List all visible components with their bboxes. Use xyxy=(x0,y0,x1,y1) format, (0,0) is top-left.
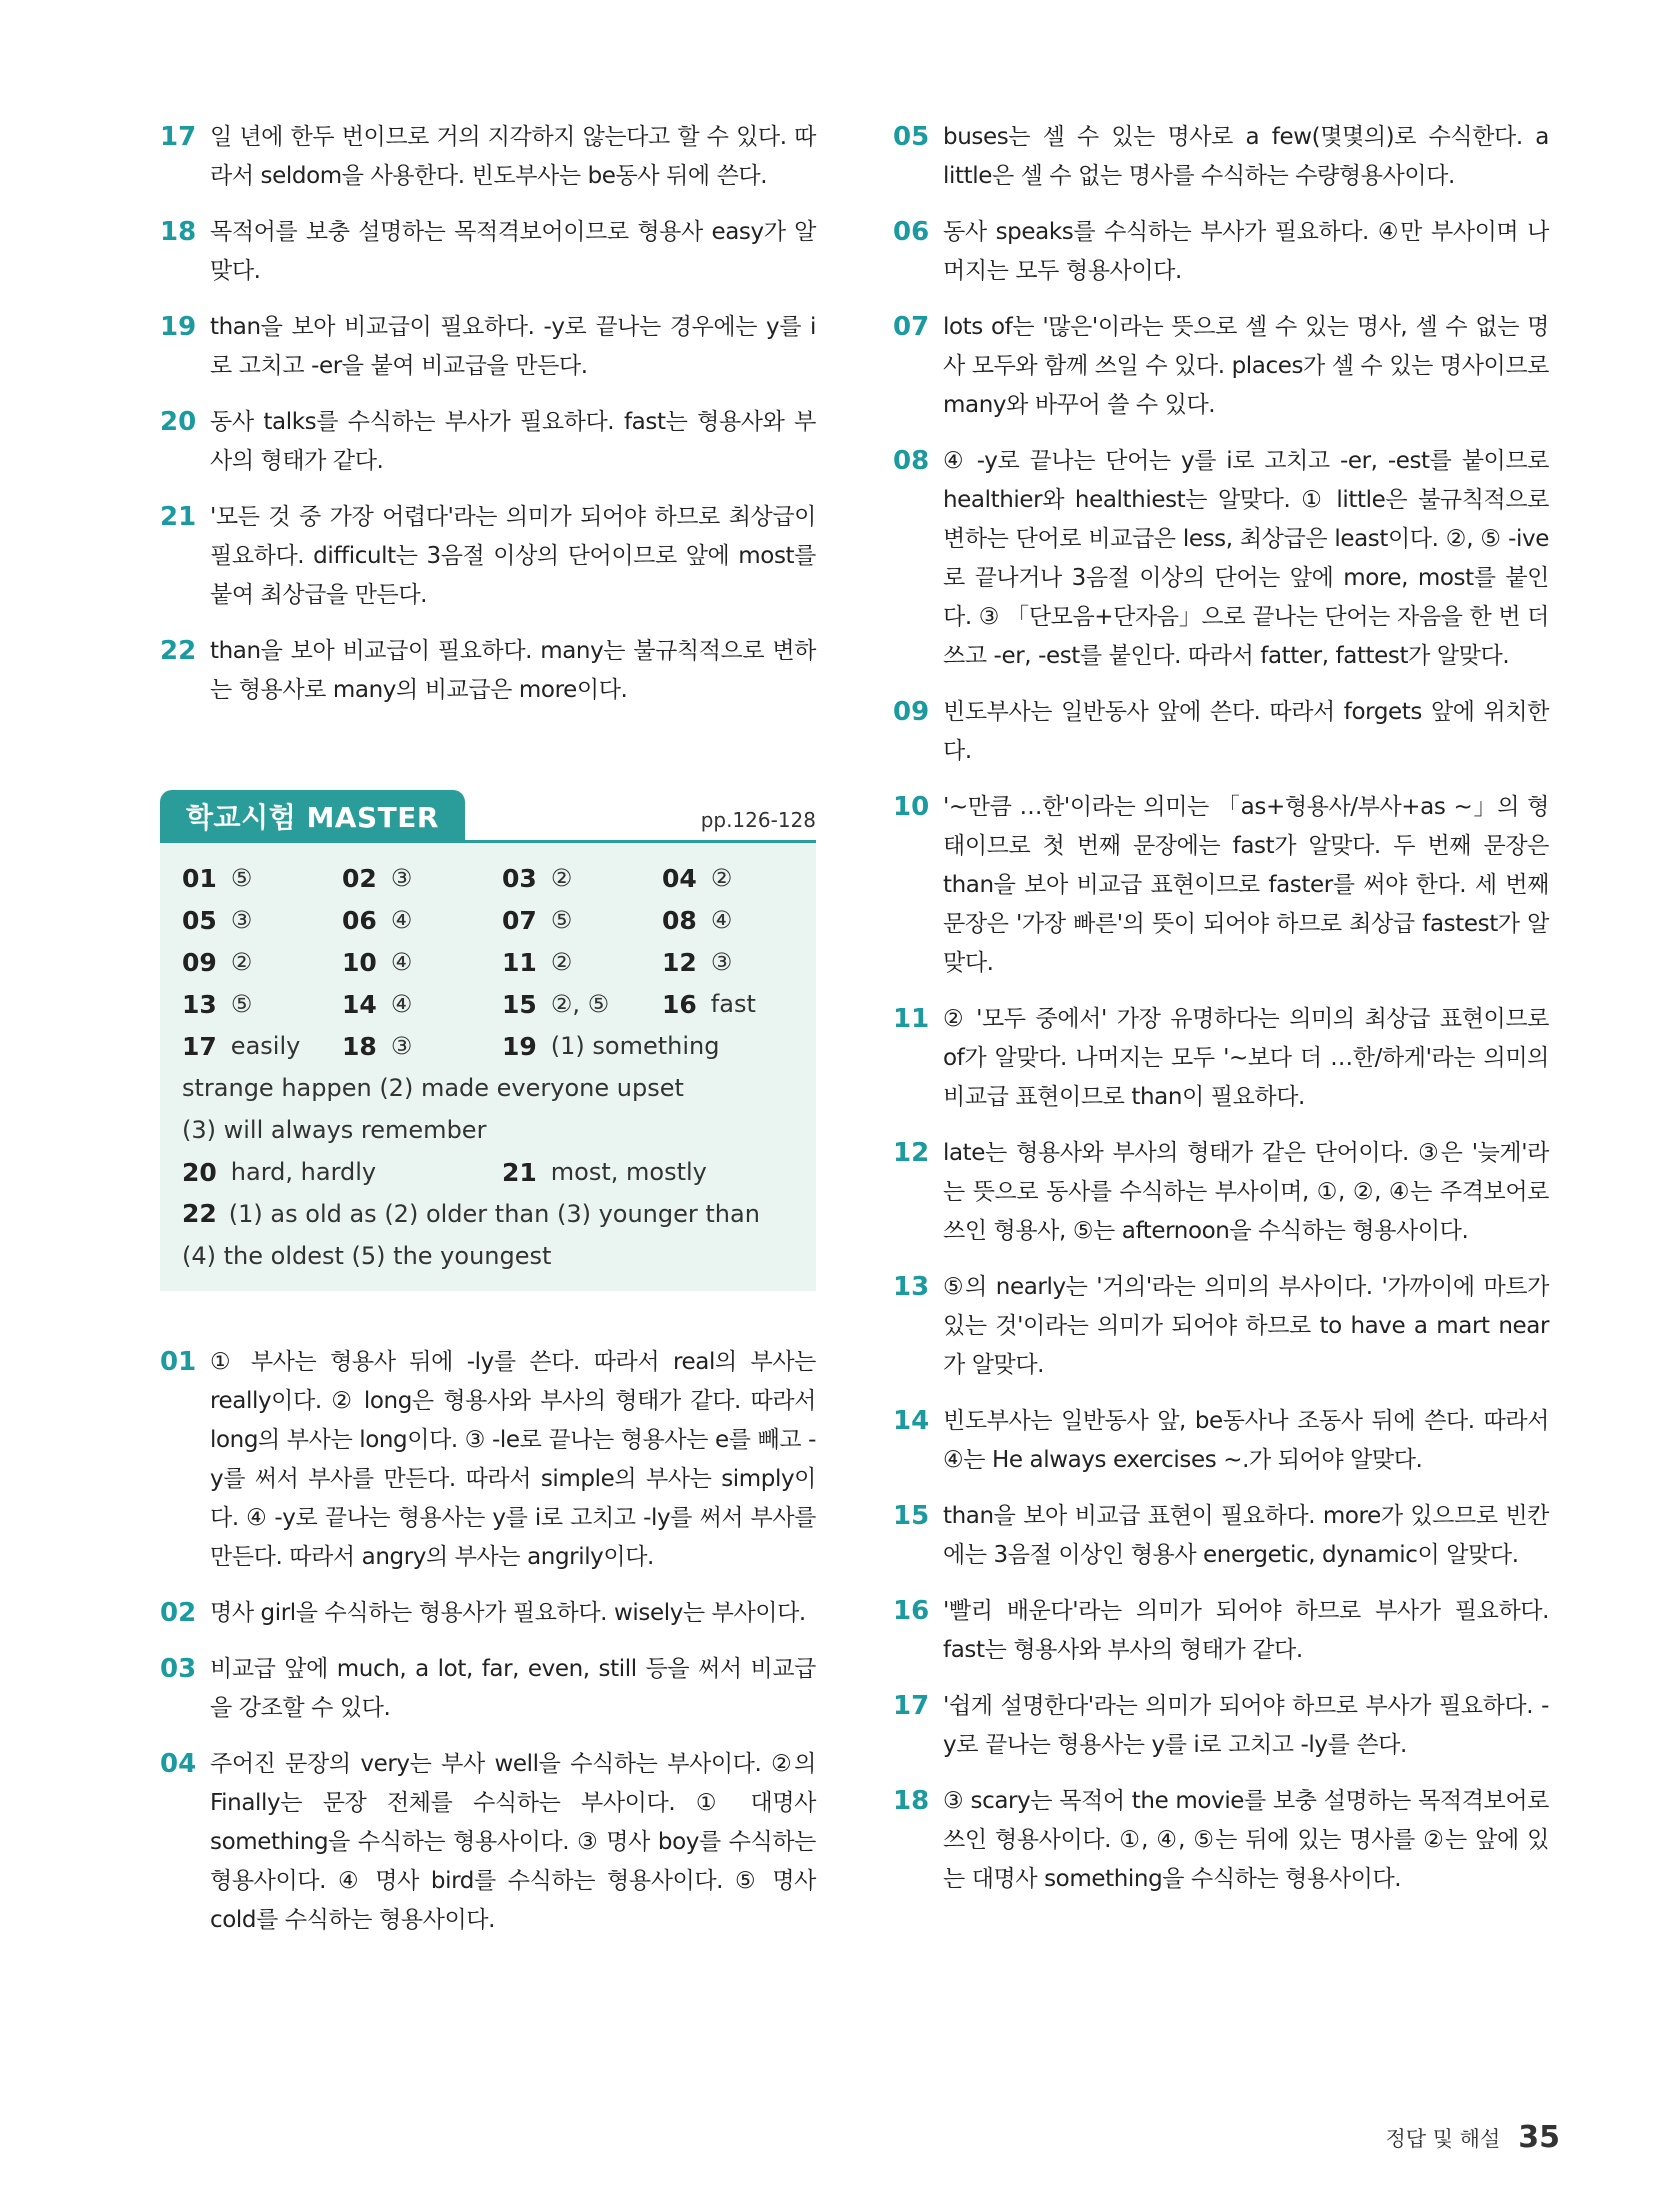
answer-number: 03 xyxy=(502,863,537,893)
answer-cell xyxy=(182,948,342,977)
answer-value: ⑤ xyxy=(230,990,253,1018)
explanation-item xyxy=(893,442,1549,676)
explanation-item xyxy=(893,1782,1549,1899)
answer-number: 07 xyxy=(502,905,537,935)
answer-cell xyxy=(342,948,502,977)
explanations-top xyxy=(160,118,816,710)
answer-number: 22 xyxy=(182,1199,217,1228)
explanation-item xyxy=(893,1000,1549,1117)
answer-cell xyxy=(502,990,662,1019)
answer-value: ⑤ xyxy=(550,906,573,934)
answer-value: ④ xyxy=(390,906,413,934)
item-text: 목적어를 보충 설명하는 목적격보어이므로 형용사 easy가 알맞다. xyxy=(210,219,816,284)
answer-number: 19 xyxy=(502,1031,537,1061)
item-text: ① 부사는 형용사 뒤에 -ly를 쓴다. 따라서 real의 부사는 really이다. ② long은 형용사와 부사의 형태가 같다. 따라서 long의 부사는 long이다. ③ -le로 끝나는 형용사는 e를 빼고 -y를 써서 부사를 만든다. 따라서 simple의 부사는 simply이다. ④ -y로 끝나는 형용사는 y를 i로 고치고 -ly를 써서 부사를 만든다. 따라서 angry의 부사는 angrily이다. xyxy=(210,1349,816,1570)
item-text: 빈도부사는 일반동사 앞, be동사나 조동사 뒤에 쓴다. 따라서 ④는 He always exercises ~.가 되어야 알맞다. xyxy=(943,1408,1549,1473)
explanation-item xyxy=(160,118,816,196)
answer-19-continued: (3) will always remember xyxy=(182,1116,487,1144)
page-range: pp.126-128 xyxy=(700,808,816,832)
answer-value: ③ xyxy=(710,948,733,976)
answer-cell xyxy=(662,864,822,893)
item-text: lots of는 '많은'이라는 뜻으로 셀 수 있는 명사, 셀 수 없는 명사 모두와 함께 쓰일 수 있다. places가 셀 수 있는 명사이므로 many와 바꾸어 쓸 수 있다. xyxy=(943,314,1549,418)
answer-22 xyxy=(182,1193,792,1235)
answer-number: 14 xyxy=(342,989,377,1019)
explanation-item xyxy=(893,1134,1549,1251)
answer-value: ③ xyxy=(390,1032,413,1060)
item-number: 10 xyxy=(893,792,930,822)
answer-row xyxy=(182,1151,792,1193)
item-text: ③ scary는 목적어 the movie를 보충 설명하는 목적격보어로 쓰인 형용사이다. ①, ④, ⑤는 뒤에 있는 명사를 ②는 앞에 있는 대명사 something을 수식하는 형용사이다. xyxy=(943,1788,1549,1892)
item-number: 07 xyxy=(893,312,930,342)
answer-value: ② xyxy=(230,948,253,976)
answer-value: ④ xyxy=(390,990,413,1018)
item-number: 18 xyxy=(160,217,197,247)
item-text: 일 년에 한두 번이므로 거의 지각하지 않는다고 할 수 있다. 따라서 seldom을 사용한다. 빈도부사는 be동사 뒤에 쓴다. xyxy=(210,124,816,189)
answer-cell xyxy=(502,948,662,977)
explanation-item xyxy=(893,693,1549,771)
answer-value: ② xyxy=(710,864,733,892)
item-text: ④ -y로 끝나는 단어는 y를 i로 고치고 -er, -est를 붙이므로 healthier와 healthiest는 알맞다. ① little은 불규칙적으로 변하는 단어로 비교급은 less, 최상급은 least이다. ②, ⑤ -ive로 끝나거나 3음절 이상의 단어는 앞에 more, most를 붙인다. ③ 「단모음+단자음」으로 끝나는 단어는 자음을 한 번 더 쓰고 -er, -est를 붙인다. 따라서 fatter, fattest가 알맞다. xyxy=(943,448,1549,669)
explanation-item xyxy=(893,1402,1549,1480)
answer-value: ④ xyxy=(390,948,413,976)
item-number: 11 xyxy=(893,1004,930,1034)
answer-cell xyxy=(662,990,822,1019)
explanation-item xyxy=(893,213,1549,291)
explanation-item xyxy=(160,632,816,710)
item-number: 19 xyxy=(160,312,197,342)
answer-value: fast xyxy=(710,990,756,1018)
answer-number: 05 xyxy=(182,905,217,935)
answer-number: 02 xyxy=(342,863,377,893)
page-number: 35 xyxy=(1518,2120,1560,2155)
answer-value: ④ xyxy=(710,906,733,934)
answer-cell xyxy=(502,1032,792,1061)
explanation-item xyxy=(893,308,1549,425)
explanations-bottom xyxy=(160,1343,816,1940)
explanation-item xyxy=(160,213,816,291)
item-text: than을 보아 비교급이 필요하다. -y로 끝나는 경우에는 y를 i로 고치고 -er을 붙여 비교급을 만든다. xyxy=(210,314,816,379)
answer-cell xyxy=(502,1158,792,1187)
answer-value: ② xyxy=(550,948,573,976)
answer-cell xyxy=(502,864,662,893)
item-text: buses는 셀 수 있는 명사로 a few(몇몇의)로 수식한다. a little은 셀 수 없는 명사를 수식하는 수량형용사이다. xyxy=(943,124,1549,189)
answer-row xyxy=(182,857,792,899)
answer-19-continued: strange happen (2) made everyone upset xyxy=(182,1074,684,1102)
answer-number: 08 xyxy=(662,905,697,935)
answer-cell xyxy=(342,1032,502,1061)
answer-number: 15 xyxy=(502,989,537,1019)
item-number: 03 xyxy=(160,1654,197,1684)
explanation-item xyxy=(160,498,816,615)
item-text: '쉽게 설명한다'라는 의미가 되어야 하므로 부사가 필요하다. -y로 끝나는 형용사는 y를 i로 고치고 -ly를 쓴다. xyxy=(943,1693,1549,1758)
item-number: 21 xyxy=(160,502,197,532)
item-number: 08 xyxy=(893,446,930,476)
explanation-item xyxy=(893,1687,1549,1765)
answer-value: most, mostly xyxy=(550,1158,707,1186)
item-number: 05 xyxy=(893,122,930,152)
answer-row xyxy=(182,983,792,1025)
item-text: 빈도부사는 일반동사 앞에 쓴다. 따라서 forgets 앞에 위치한다. xyxy=(943,699,1549,764)
explanation-item xyxy=(160,1594,816,1633)
answer-number: 20 xyxy=(182,1157,217,1187)
item-number: 09 xyxy=(893,697,930,727)
item-text: than을 보아 비교급 표현이 필요하다. more가 있으므로 빈칸에는 3음절 이상인 형용사 energetic, dynamic이 알맞다. xyxy=(943,1503,1549,1568)
answer-cell xyxy=(182,1032,342,1061)
master-header xyxy=(160,790,816,843)
item-number: 16 xyxy=(893,1596,930,1626)
answer-cell xyxy=(342,906,502,935)
answer-number: 18 xyxy=(342,1031,377,1061)
item-text: 명사 girl을 수식하는 형용사가 필요하다. wisely는 부사이다. xyxy=(210,1600,806,1626)
explanation-item xyxy=(893,1268,1549,1385)
answer-key-box xyxy=(160,843,816,1291)
explanation-item xyxy=(893,788,1549,983)
answer-number: 11 xyxy=(502,947,537,977)
item-number: 17 xyxy=(160,122,197,152)
answer-value: hard, hardly xyxy=(230,1158,377,1186)
answer-value: ②, ⑤ xyxy=(550,990,610,1018)
explanation-item xyxy=(893,118,1549,196)
answer-number: 10 xyxy=(342,947,377,977)
answer-row xyxy=(182,899,792,941)
answer-cell xyxy=(662,948,822,977)
item-number: 13 xyxy=(893,1272,930,1302)
item-number: 02 xyxy=(160,1598,197,1628)
answer-number: 17 xyxy=(182,1031,217,1061)
item-text: 동사 talks를 수식하는 부사가 필요하다. fast는 형용사와 부사의 형태가 같다. xyxy=(210,409,816,474)
item-text: 주어진 문장의 very는 부사 well을 수식하는 부사이다. ②의 Finally는 문장 전체를 수식하는 부사이다. ① 대명사 something을 수식하는 형용사이다. ③ 명사 boy를 수식하는 형용사이다. ④ 명사 bird를 수식하는 형용사이다. ⑤ 명사 cold를 수식하는 형용사이다. xyxy=(210,1751,816,1933)
explanation-item xyxy=(893,1592,1549,1670)
item-number: 14 xyxy=(893,1406,930,1436)
answer-number: 13 xyxy=(182,989,217,1019)
answer-cell xyxy=(182,990,342,1019)
answer-number: 04 xyxy=(662,863,697,893)
master-section xyxy=(160,790,816,1291)
explanation-item xyxy=(160,1650,816,1728)
page-footer xyxy=(1385,2120,1560,2155)
answer-cell xyxy=(502,906,662,935)
item-number: 04 xyxy=(160,1749,197,1779)
item-number: 01 xyxy=(160,1347,197,1377)
answer-value: ③ xyxy=(230,906,253,934)
item-text: late는 형용사와 부사의 형태가 같은 단어이다. ③은 '늦게'라는 뜻으로 동사를 수식하는 부사이며, ①, ②, ④는 주격보어로 쓰인 형용사, ⑤는 afternoon을 수식하는 형용사이다. xyxy=(943,1140,1549,1244)
footer-label: 정답 및 해설 xyxy=(1385,2126,1501,2151)
explanation-item xyxy=(160,1343,816,1577)
answer-number: 16 xyxy=(662,989,697,1019)
item-number: 12 xyxy=(893,1138,930,1168)
answer-cell xyxy=(182,906,342,935)
answer-cell xyxy=(662,906,822,935)
explanation-item xyxy=(893,1497,1549,1575)
answer-cell xyxy=(182,1158,502,1187)
answer-row xyxy=(182,1025,792,1067)
answer-22-continued: (4) the oldest (5) the youngest xyxy=(182,1242,552,1270)
answer-number: 09 xyxy=(182,947,217,977)
answer-number: 21 xyxy=(502,1157,537,1187)
item-number: 20 xyxy=(160,407,197,437)
item-number: 06 xyxy=(893,217,930,247)
item-number: 17 xyxy=(893,1691,930,1721)
answer-row xyxy=(182,941,792,983)
answer-value: (1) as old as (2) older than (3) younger than xyxy=(228,1200,760,1228)
answer-value: ⑤ xyxy=(230,864,253,892)
answer-number: 06 xyxy=(342,905,377,935)
master-title: 학교시험 MASTER xyxy=(160,790,465,840)
right-column xyxy=(893,118,1549,1916)
item-text: 동사 speaks를 수식하는 부사가 필요하다. ④만 부사이며 나머지는 모두 형용사이다. xyxy=(943,219,1549,284)
answer-value: easily xyxy=(230,1032,301,1060)
item-text: 비교급 앞에 much, a lot, far, even, still 등을 써서 비교급을 강조할 수 있다. xyxy=(210,1656,816,1721)
explanation-item xyxy=(160,1745,816,1940)
answer-cell xyxy=(342,990,502,1019)
answer-cell xyxy=(182,864,342,893)
explanation-item xyxy=(160,403,816,481)
item-number: 18 xyxy=(893,1786,930,1816)
item-number: 15 xyxy=(893,1501,930,1531)
item-text: ⑤의 nearly는 '거의'라는 의미의 부사이다. '가까이에 마트가 있는 것'이라는 의미가 되어야 하므로 to have a mart near가 알맞다. xyxy=(943,1274,1549,1378)
item-text: '빨리 배운다'라는 의미가 되어야 하므로 부사가 필요하다. fast는 형용사와 부사의 형태가 같다. xyxy=(943,1598,1549,1663)
answer-number: 12 xyxy=(662,947,697,977)
answer-number: 01 xyxy=(182,863,217,893)
answer-value: ② xyxy=(550,864,573,892)
item-text: '모든 것 중 가장 어렵다'라는 의미가 되어야 하므로 최상급이 필요하다. difficult는 3음절 이상의 단어이므로 앞에 most를 붙여 최상급을 만든다. xyxy=(210,504,816,608)
item-text: than을 보아 비교급이 필요하다. many는 불규칙적으로 변하는 형용사로 many의 비교급은 more이다. xyxy=(210,638,816,703)
answer-value: ③ xyxy=(390,864,413,892)
item-text: '~만큼 …한'이라는 의미는 「as+형용사/부사+as ~」의 형태이므로 첫 번째 문장에는 fast가 알맞다. 두 번째 문장은 than을 보아 비교급 표현이므로 faster를 써야 한다. 세 번째 문장은 '가장 빠른'의 뜻이 되어야 하므로 최상급 fastest가 알맞다. xyxy=(943,794,1549,976)
item-text: ② '모두 중에서' 가장 유명하다는 의미의 최상급 표현이므로 of가 알맞다. 나머지는 모두 '~보다 더 …한/하게'라는 의미의 비교급 표현이므로 than이 필요하다. xyxy=(943,1006,1549,1110)
explanation-item xyxy=(160,308,816,386)
left-column xyxy=(160,118,816,1957)
item-number: 22 xyxy=(160,636,197,666)
answer-value: (1) something xyxy=(550,1032,720,1060)
answer-cell xyxy=(342,864,502,893)
